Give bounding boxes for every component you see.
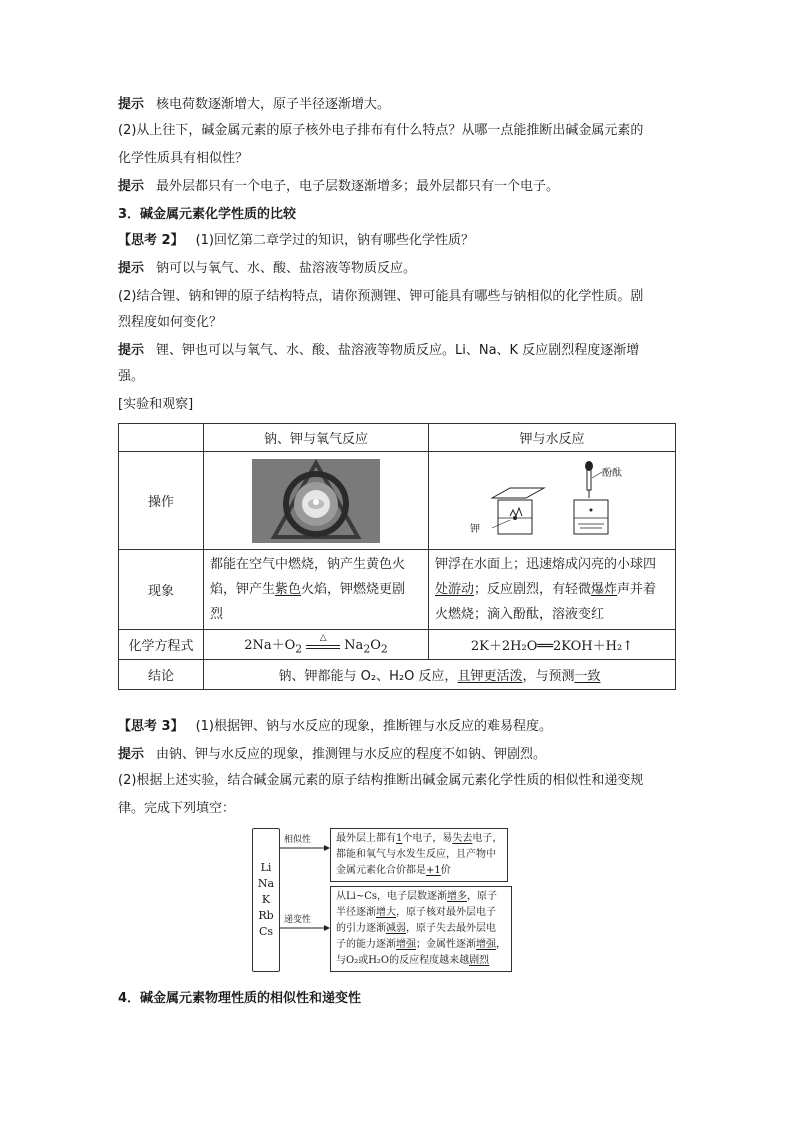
table-header-row <box>119 424 676 452</box>
table-row <box>119 550 676 630</box>
text: ，原子核对最外层电子 <box>396 907 496 918</box>
text: 半径逐渐 <box>336 907 376 918</box>
table-row <box>119 452 676 550</box>
equation-cell: 2K＋2H₂O══2KOH＋H₂↑ <box>429 630 676 660</box>
similarity-box <box>330 828 508 882</box>
underlined-text: 增大 <box>376 907 396 918</box>
trend-box <box>330 886 512 972</box>
element-rb: Rb <box>258 909 274 922</box>
label-similarity: 相似性 <box>284 835 312 845</box>
section-title: 3．碱金属元素化学性质的比较 <box>118 207 297 222</box>
equation-cell <box>204 630 429 660</box>
hint-tag: 提示 <box>118 261 145 276</box>
box-line <box>336 863 502 879</box>
text: 的引力逐渐 <box>336 923 386 934</box>
box-line <box>336 921 506 937</box>
underlined-text: 且钾更活泼 <box>457 669 523 684</box>
question-line: (2)根据上述实验，结合碱金属元素的原子结构推断出碱金属元素化学性质的相似性和递变规 <box>118 773 644 788</box>
text: 电子， <box>472 833 503 844</box>
question-line: 化学性质具有相似性？ <box>118 151 249 166</box>
text: 2Na＋O <box>244 637 296 653</box>
think-paragraph <box>118 228 678 254</box>
element-li: Li <box>260 861 272 874</box>
phenomenon-line: 烈 <box>210 607 224 622</box>
question-line: (2)从上往下，碱金属元素的原子核外电子排布有什么特点？从哪一点能推断出碱金属元素的 <box>118 123 644 138</box>
hint-paragraph <box>118 256 678 282</box>
row-label: 结论 <box>119 660 204 690</box>
text: 焰，钾产生 <box>210 582 276 597</box>
text: 钠、钾都能与 O₂、H₂O 反应， <box>278 669 458 684</box>
element-column <box>252 828 280 972</box>
underlined-text: 减弱 <box>386 923 406 934</box>
apparatus-cell <box>429 452 676 550</box>
think-tag: 【思考 2】 <box>118 233 184 248</box>
experiment-title: [实验和观察] <box>118 397 194 412</box>
element-k: K <box>261 893 271 906</box>
text: 从Li~Cs，电子层数逐渐 <box>336 891 448 902</box>
hint-text: 钠可以与氧气、水、酸、盐溶液等物质反应。 <box>156 261 417 276</box>
conclusion-cell <box>204 660 676 690</box>
hint-text: 最外层都只有一个电子，电子层数逐渐增多；最外层都只有一个电子。 <box>156 179 560 194</box>
equation-na <box>244 632 388 656</box>
underlined-text: 处游动 <box>435 582 475 597</box>
phenomenon-line: 火燃烧；滴入酚酞，溶液变红 <box>435 607 605 622</box>
heat-symbol: △ <box>319 632 327 643</box>
hint-tag: 提示 <box>118 343 145 358</box>
phenomenon-line: 都能在空气中燃烧，钠产生黄色火 <box>210 557 406 572</box>
text: 最外层上都有 <box>336 833 396 844</box>
subscript: 2 <box>380 642 388 656</box>
box-line <box>336 831 502 847</box>
think-text: (1)根据钾、钠与水反应的现象，推断锂与水反应的难易程度。 <box>195 719 552 734</box>
hint-paragraph <box>118 742 678 768</box>
label-trend: 递变性 <box>284 915 312 925</box>
combustion-apparatus-photo <box>252 459 380 543</box>
element-cs: Cs <box>258 925 274 938</box>
underlined-text: 增多 <box>447 891 468 902</box>
experiment-table <box>118 423 676 690</box>
header-cell: 钠、钾与氧气反应 <box>204 424 429 452</box>
underlined-text: +1 <box>426 865 441 876</box>
text: 与O₂或H₂O的反应程度越来越 <box>336 955 470 966</box>
hint-paragraph <box>118 338 678 364</box>
text: 个电子，易 <box>402 833 453 844</box>
section-title: 4．碱金属元素物理性质的相似性和递变性 <box>118 991 362 1006</box>
question-line: (2)结合锂、钠和钾的原子结构特点，请你预测锂、钾可能具有哪些与钠相似的化学性质。剧 <box>118 289 644 304</box>
phenomenon-cell <box>204 550 429 630</box>
text: ，与预测 <box>522 669 575 684</box>
row-label: 化学方程式 <box>119 630 204 660</box>
text: 金属元素化合价都是 <box>336 865 426 876</box>
table-corner <box>119 424 204 452</box>
phenomenon-line <box>435 577 669 602</box>
phenomenon-cell <box>429 550 676 630</box>
question-line: 烈程度如何变化？ <box>118 315 223 330</box>
underlined-text: 增强 <box>476 939 496 950</box>
question-line: 律。完成下列填空： <box>118 801 236 816</box>
row-label: 操作 <box>119 452 204 550</box>
box-line <box>336 905 506 921</box>
hint-continuation: 强。 <box>118 369 145 384</box>
table-row <box>119 630 676 660</box>
box-line <box>336 889 506 905</box>
text: 子的能力逐渐 <box>336 939 396 950</box>
think-text: (1)回忆第二章学过的知识，钠有哪些化学性质？ <box>195 233 474 248</box>
text: 火焰，钾燃烧更剧 <box>301 582 406 597</box>
subscript: 2 <box>295 642 303 656</box>
text: ，原子失去最外层电 <box>406 923 496 934</box>
box-line: 都能和氧气与水发生反应，且产物中 <box>336 849 496 860</box>
hint-text: 由钠、钾与水反应的现象，推测锂与水反应的程度不如钠、钾剧烈。 <box>156 747 547 762</box>
subscript: 2 <box>363 642 371 656</box>
triangle-ring-image <box>252 459 380 543</box>
label-phenolphthalein: 酚酞 <box>602 467 622 479</box>
potassium-water-apparatus <box>452 458 652 540</box>
hint-tag: 提示 <box>118 97 145 112</box>
hint-tag: 提示 <box>118 179 145 194</box>
text: ，原子 <box>467 891 498 902</box>
header-cell: 钾与水反应 <box>429 424 676 452</box>
text: O <box>370 637 381 653</box>
think-paragraph <box>118 714 678 740</box>
underlined-text: 1 <box>396 833 403 844</box>
hint-text: 锂、钾也可以与氧气、水、酸、盐溶液等物质反应。Li、Na、K 反应剧烈程度逐渐增 <box>156 343 640 358</box>
alkali-metal-diagram <box>252 828 552 976</box>
row-label: 现象 <box>119 550 204 630</box>
text: Na <box>344 637 364 653</box>
element-na: Na <box>257 877 275 890</box>
photo-cell <box>204 452 429 550</box>
hint-paragraph <box>118 174 678 200</box>
label-potassium: 钾 <box>470 523 480 535</box>
underlined-text: 剧烈 <box>469 955 490 966</box>
think-tag: 【思考 3】 <box>118 719 184 734</box>
phenomenon-line <box>210 577 422 602</box>
text: ；金属性逐渐 <box>416 939 476 950</box>
hint-text: 核电荷数逐渐增大，原子半径逐渐增大。 <box>156 97 391 112</box>
hint-paragraph <box>118 92 678 118</box>
table-row <box>119 660 676 690</box>
phenomenon-line: 钾浮在水面上；迅速熔成闪亮的小球四 <box>435 557 657 572</box>
underlined-text: 失去 <box>452 833 473 844</box>
text: 声并着 <box>617 582 657 597</box>
text: ；反应剧烈，有轻微 <box>474 582 592 597</box>
text: 价 <box>440 865 451 876</box>
heat-condition <box>306 632 340 649</box>
underlined-text: 增强 <box>396 939 416 950</box>
underlined-text: 紫色 <box>275 582 302 597</box>
text: ， <box>496 939 506 950</box>
underlined-text: 一致 <box>574 669 601 684</box>
underlined-text: 爆炸 <box>591 582 618 597</box>
box-line <box>336 953 506 969</box>
hint-tag: 提示 <box>118 747 145 762</box>
box-line <box>336 937 506 953</box>
